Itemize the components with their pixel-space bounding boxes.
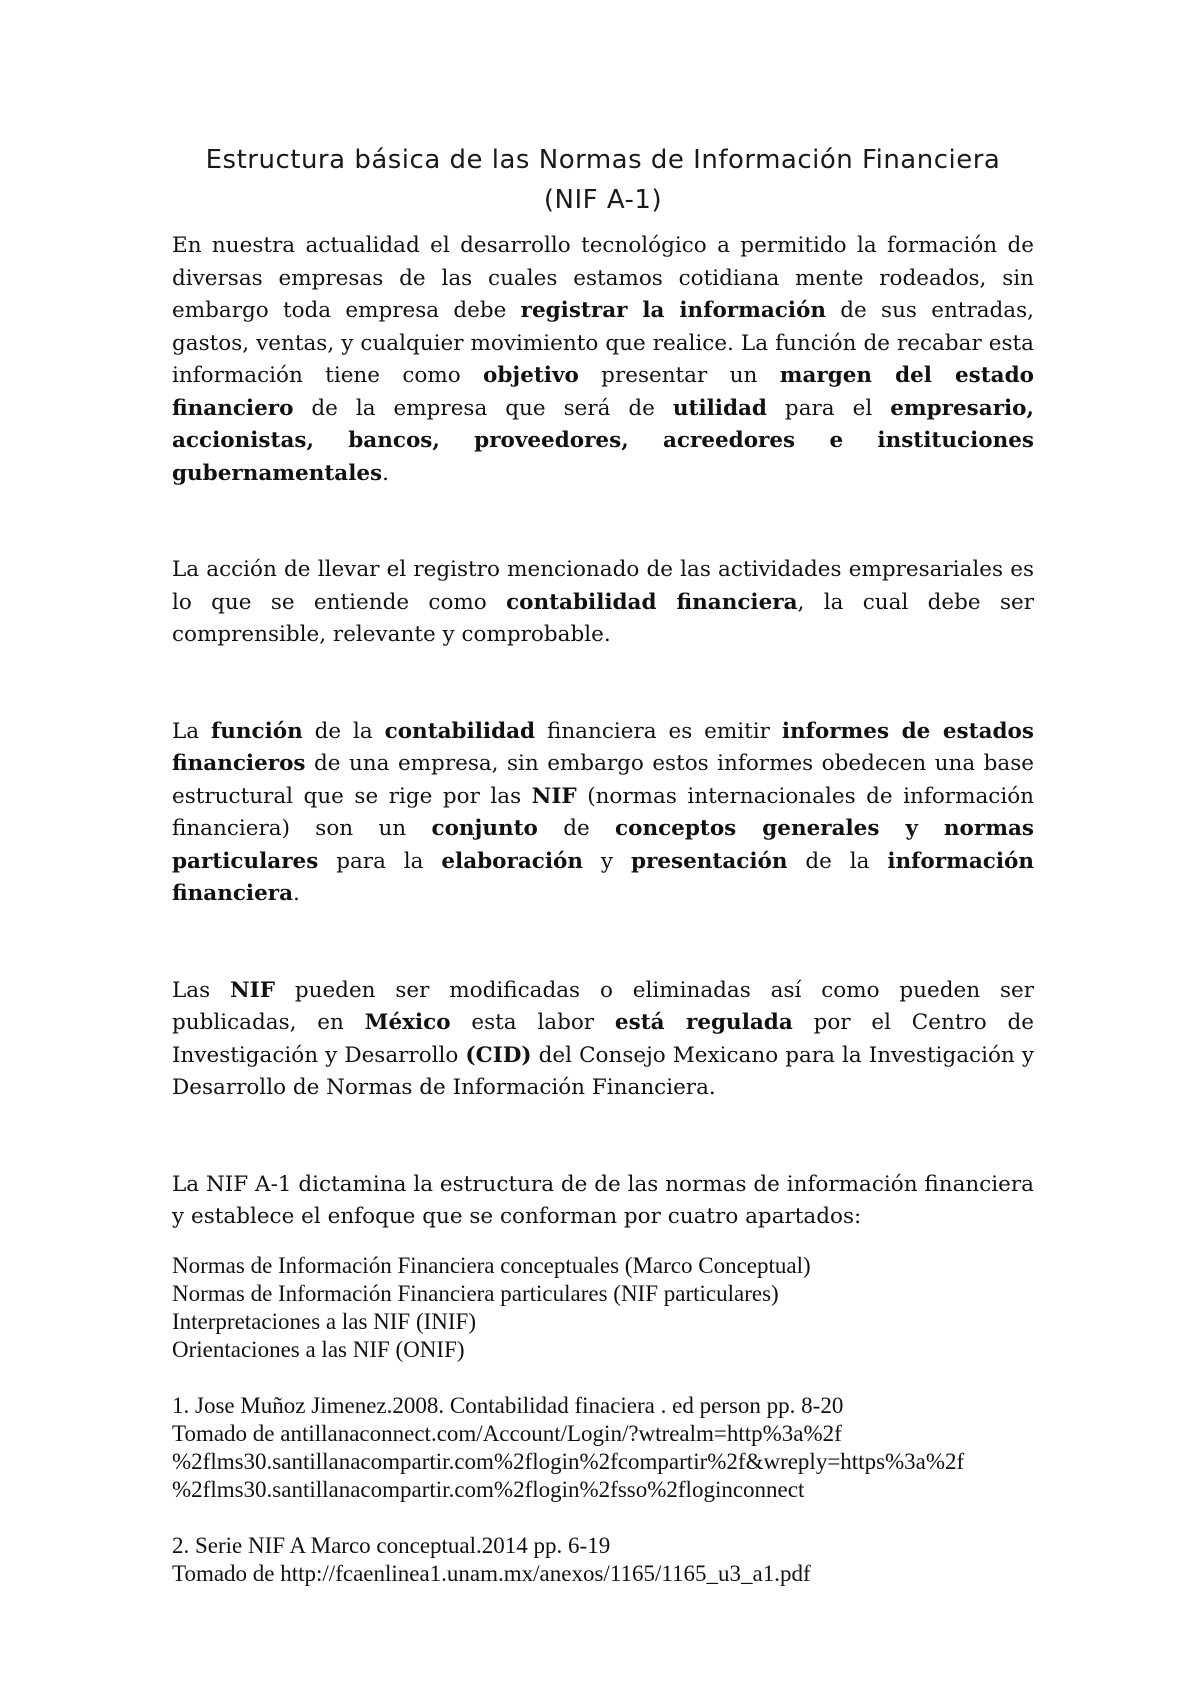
bold-run: empresario, accionistas, bancos, proveedores, acreedores e instituciones gubernamentales (172, 395, 1035, 486)
text-run: de la empresa que será de (293, 395, 673, 421)
text-run: de una empresa, sin embargo estos informes obedecen una base estructural que se rige por las (172, 751, 1034, 809)
text-run: pueden ser modificadas o eliminadas así como pueden ser publicadas, en (172, 977, 1034, 1035)
bold-run: conjunto (431, 816, 538, 841)
reference-line: %2flms30.santillanacompartir.com%2flogin%2fcompartir%2f&wreply=https%3a%2f (172, 1448, 965, 1474)
paragraph-nif-regulacion (172, 975, 1034, 1105)
bold-run: contabilidad (384, 718, 536, 744)
reference-line: 1. Jose Muñoz Jimenez.2008. Contabilidad finaciera . ed person pp. 8-20 (172, 1392, 844, 1418)
paragraph-contabilidad (172, 554, 1034, 652)
bold-run: presentación (630, 848, 788, 874)
bold-run: función (211, 718, 303, 744)
reference-line: 2. Serie NIF A Marco conceptual.2014 pp. 6-19 (172, 1532, 611, 1558)
list-item: Interpretaciones a las NIF (INIF) (172, 1308, 476, 1334)
apartados-list (172, 1252, 1034, 1364)
document-title (172, 140, 1034, 220)
text-run: En nuestra actualidad el desarrollo tecnológico a permitido la formación de diversas empresas de las cuales estamos cotidiana mente rodeados, sin embargo toda empresa debe (172, 233, 1034, 323)
list-item: Orientaciones a las NIF (ONIF) (172, 1336, 465, 1362)
text-run: financiera es emitir (535, 718, 782, 744)
reference-line: Tomado de antillanaconnect.com/Account/Login/?wtrealm=http%3a%2f (172, 1420, 842, 1446)
bold-run: México (364, 1010, 451, 1035)
text-run: esta labor (450, 1010, 615, 1035)
title-line-1: Estructura básica de las Normas de Información Financiera (205, 145, 1001, 175)
text-run: de la (787, 848, 888, 874)
text-run: La (172, 718, 211, 744)
bold-run: (CID) (465, 1042, 532, 1068)
bold-run: contabilidad financiera (506, 589, 798, 615)
reference-line: %2flms30.santillanacompartir.com%2flogin%2fsso%2floginconnect (172, 1476, 805, 1502)
bold-run: información financiera (172, 848, 1034, 906)
bold-run: conceptos generales y normas particulares (172, 816, 1034, 874)
bold-run: NIF (531, 783, 577, 809)
text-run: La acción de llevar el registro mencionado de las actividades empresariales es lo que se entiende como (172, 557, 1034, 615)
list-item: Normas de Información Financiera conceptuales (Marco Conceptual) (172, 1252, 811, 1278)
reference-1 (172, 1392, 1034, 1504)
text-run: del Consejo Mexicano para la Investigación y Desarrollo de Normas de Información Financiera. (172, 1042, 1034, 1100)
paragraph-intro (172, 230, 1034, 490)
document-body (172, 140, 1034, 1588)
text-run: por el Centro de Investigación y Desarrollo (172, 1010, 1034, 1068)
text-run: Las (172, 977, 230, 1003)
text-run: . (382, 460, 389, 486)
text-run: de sus entradas, gastos, ventas, y cualquier movimiento que realice. La función de recabar esta información tiene como (172, 298, 1034, 388)
text-run: , la cual debe ser comprensible, relevante y comprobable. (172, 589, 1034, 647)
reference-line: Tomado de http://fcaenlinea1.unam.mx/anexos/1165/1165_u3_a1.pdf (172, 1560, 811, 1586)
bold-run: está regulada (614, 1010, 793, 1035)
text-run: presentar un (578, 363, 780, 388)
text-run: . (293, 881, 300, 906)
title-line-2: (NIF A-1) (543, 185, 663, 215)
bold-run: registrar la información (520, 298, 827, 323)
text-run: y (583, 848, 631, 874)
list-item: Normas de Información Financiera particulares (NIF particulares) (172, 1280, 779, 1306)
text-run: para el (766, 395, 891, 421)
text-run: de (537, 816, 616, 841)
reference-2 (172, 1532, 1034, 1588)
bold-run: informes de estados financieros (172, 718, 1034, 776)
bold-run: margen del estado financiero (172, 363, 1034, 421)
text-run: para la (318, 848, 442, 874)
paragraph-nif-a1: La NIF A-1 dictamina la estructura de de las normas de información financiera y establece el enfoque que se conforman por cuatro apartados: (172, 1171, 1034, 1229)
bold-run: utilidad (672, 395, 767, 421)
bold-run: elaboración (441, 848, 584, 874)
text-run: (normas internacionales de información financiera) son un (172, 783, 1034, 841)
bold-run: objetivo (483, 363, 579, 388)
bold-run: NIF (230, 977, 275, 1003)
text-run: de la (302, 718, 385, 744)
paragraph-funcion (172, 716, 1034, 911)
